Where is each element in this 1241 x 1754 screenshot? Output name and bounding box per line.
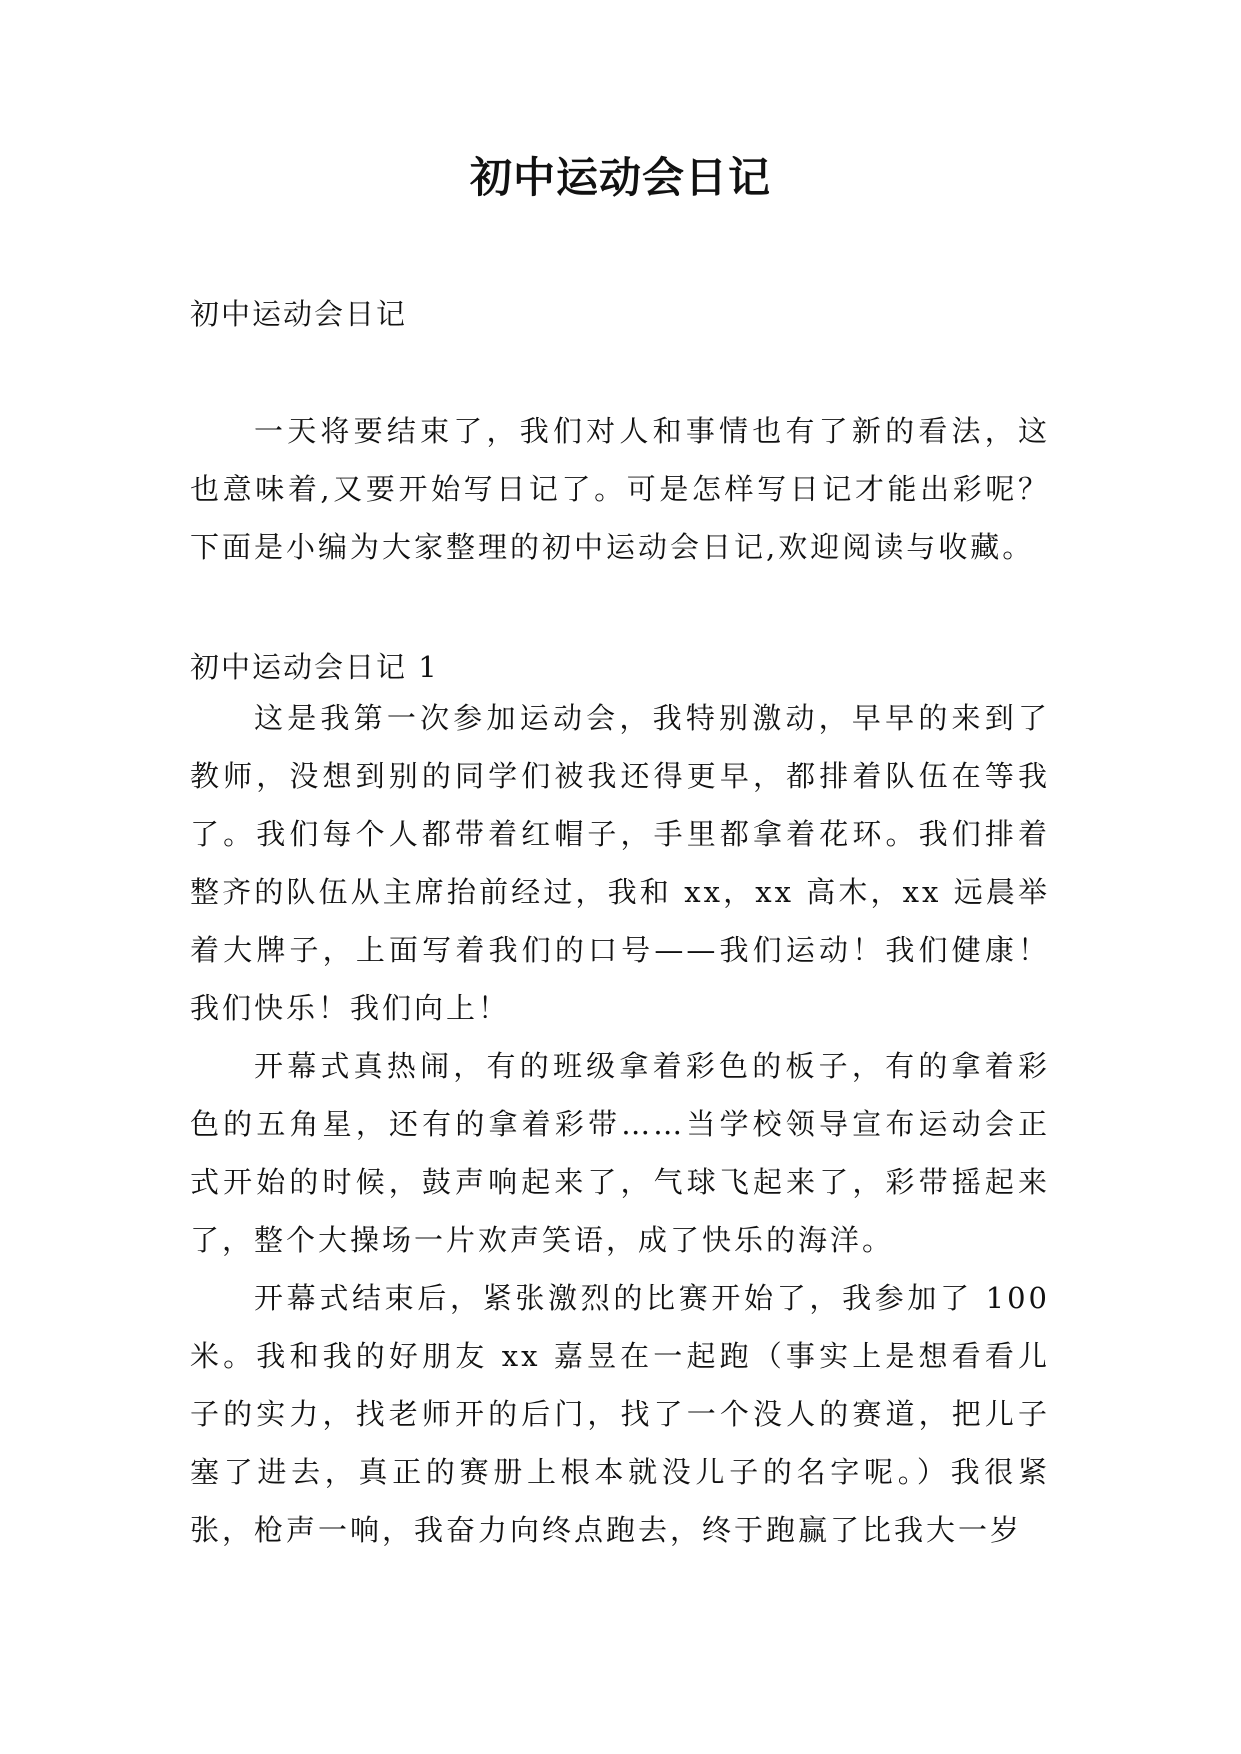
diary-body	[190, 689, 1050, 1559]
body-paragraph-1: 这是我第一次参加运动会，我特别激动，早早的来到了教师，没想到别的同学们被我还得更早，都排着队伍在等我了。我们每个人都带着红帽子，手里都拿着花环。我们排着整齐的队伍从主席抬前经过，我和 xx，xx 高木，xx 远晨举着大牌子，上面写着我们的口号——我们运动！我们健康！我们快乐！我们向上！	[190, 701, 1050, 1025]
intro-paragraph: 一天将要结束了，我们对人和事情也有了新的看法，这也意味着,又要开始写日记了。可是怎样写日记才能出彩呢？下面是小编为大家整理的初中运动会日记,欢迎阅读与收藏。	[190, 414, 1050, 564]
body-paragraph-3: 开幕式结束后，紧张激烈的比赛开始了，我参加了 100 米。我和我的好朋友 xx 嘉昱在一起跑（事实上是想看看儿子的实力，找老师开的后门，找了一个没人的赛道，把儿子塞了进去，真正的赛册上根本就没儿子的名字呢。）我很紧张，枪声一响，我奋力向终点跑去，终于跑赢了比我大一岁	[190, 1281, 1050, 1547]
intro-block	[190, 402, 1050, 576]
section-heading: 初中运动会日记 1	[190, 650, 439, 684]
body-paragraph-2: 开幕式真热闹，有的班级拿着彩色的板子，有的拿着彩色的五角星，还有的拿着彩带……当学校领导宣布运动会正式开始的时候，鼓声响起来了，气球飞起来了，彩带摇起来了，整个大操场一片欢声笑语，成了快乐的海洋。	[190, 1049, 1050, 1257]
document-subtitle: 初中运动会日记	[190, 297, 408, 331]
page-title: 初中运动会日记	[469, 153, 771, 202]
